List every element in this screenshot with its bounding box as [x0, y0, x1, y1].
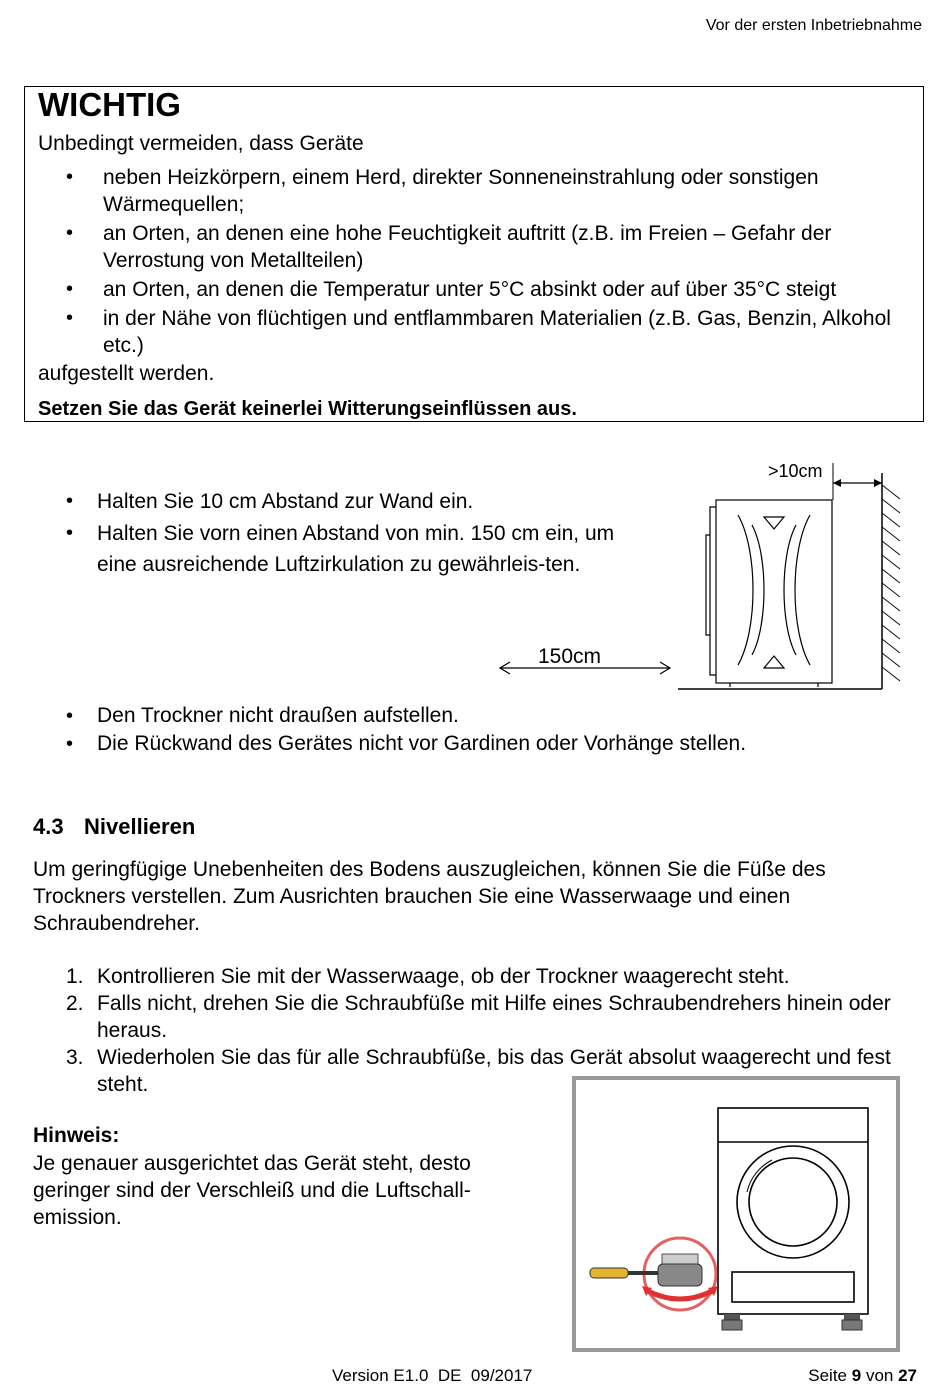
- warning-item-text: an Orten, an denen eine hohe Feuchtigkeit auftritt (z.B. im Freien – Gefahr der Verrostung von Metallteilen): [103, 222, 832, 272]
- bullet-icon: •: [66, 307, 74, 329]
- wall: [882, 473, 900, 689]
- warning-intro: Unbedingt vermeiden, dass Geräte: [38, 132, 364, 155]
- step-number: 3.: [66, 1046, 84, 1069]
- front-distance-label: 150cm: [538, 645, 602, 668]
- page-current: 9: [851, 1366, 862, 1385]
- outdoor-list: [66, 702, 916, 758]
- placement-diagram: [490, 455, 910, 695]
- step-number: 2.: [66, 992, 84, 1015]
- list-item: [66, 276, 916, 303]
- bullet-icon: •: [66, 278, 74, 300]
- hint-title: Hinweis:: [33, 1124, 120, 1147]
- warning-item-text: an Orten, an denen die Temperatur unter 5°C absinkt oder auf über 35°C steigt: [103, 278, 837, 301]
- warning-outro: aufgestellt werden.: [38, 362, 215, 385]
- list-item: [66, 305, 916, 359]
- adjustable-foot-right: [842, 1314, 862, 1330]
- step-text: Wiederholen Sie das für alle Schraubfüße, bis das Gerät absolut waagerecht und fest steht.: [97, 1046, 891, 1096]
- warning-bold-note: Setzen Sie das Gerät keinerlei Witterungseinflüssen aus.: [38, 398, 577, 420]
- list-item: [66, 702, 916, 730]
- warning-title: WICHTIG: [38, 86, 181, 123]
- bullet-icon: •: [66, 733, 74, 755]
- outdoor-item-text: Die Rückwand des Gerätes nicht vor Gardinen oder Vorhänge stellen.: [97, 732, 747, 755]
- step-number: 1.: [66, 965, 84, 988]
- step-text: Kontrollieren Sie mit der Wasserwaage, ob der Trockner waagerecht steht.: [97, 965, 790, 988]
- page-total: 27: [898, 1366, 917, 1385]
- footer-version: Version E1.0 DE 09/2017: [332, 1366, 533, 1385]
- outdoor-item-text: Den Trockner nicht draußen aufstellen.: [97, 704, 459, 727]
- bullet-icon: •: [66, 522, 74, 544]
- leveling-diagram: [572, 1076, 902, 1354]
- hint-text: Je genauer ausgerichtet das Gerät steht, desto geringer sind der Verschleiß und die Luftschall-emission.: [33, 1152, 471, 1229]
- list-item: [66, 164, 916, 218]
- running-header: Vor der ersten Inbetriebnahme: [705, 17, 922, 34]
- dryer-side-view: [706, 500, 832, 687]
- section-number: 4.3: [33, 814, 64, 839]
- page-prefix: Seite: [808, 1366, 852, 1385]
- warning-list: [66, 164, 916, 361]
- footer-page-number: [808, 1366, 917, 1386]
- section-body: Um geringfügige Unebenheiten des Bodens auszugleichen, können Sie die Füße des Trockners verstellen. Zum Ausrichten brauchen Sie eine Wasserwaage und einen Schraubendreher.: [33, 858, 826, 935]
- list-item: [66, 963, 926, 990]
- warning-item-text: neben Heizkörpern, einem Herd, direkter Sonneneinstrahlung oder sonstigen Wärmequellen;: [103, 166, 819, 216]
- bullet-icon: •: [66, 166, 74, 188]
- figure-frame: [574, 1078, 898, 1350]
- bullet-icon: •: [66, 705, 74, 727]
- section-title: Nivellieren: [84, 814, 196, 839]
- bullet-icon: •: [66, 222, 74, 244]
- section-heading: [33, 814, 195, 840]
- list-item: [66, 990, 926, 1044]
- placement-item-text: Halten Sie vorn einen Abstand von min. 150 cm ein, um eine ausreichende Luftzirkulation zu gewährleis-ten.: [97, 522, 615, 576]
- list-item: [66, 220, 916, 274]
- step-text: Falls nicht, drehen Sie die Schraubfüße mit Hilfe eines Schraubendrehers hinein oder heraus.: [97, 992, 891, 1042]
- list-item: [66, 730, 916, 758]
- adjustable-foot-left: [722, 1314, 742, 1330]
- page-mid: von: [861, 1366, 899, 1385]
- placement-item-text: Halten Sie 10 cm Abstand zur Wand ein.: [97, 490, 474, 513]
- bullet-icon: •: [66, 490, 74, 512]
- wall-distance-arrow: [833, 463, 882, 500]
- wall-distance-label: >10cm: [768, 461, 823, 481]
- warning-item-text: in der Nähe von flüchtigen und entflammbaren Materialien (z.B. Gas, Benzin, Alkohol etc.): [103, 307, 891, 357]
